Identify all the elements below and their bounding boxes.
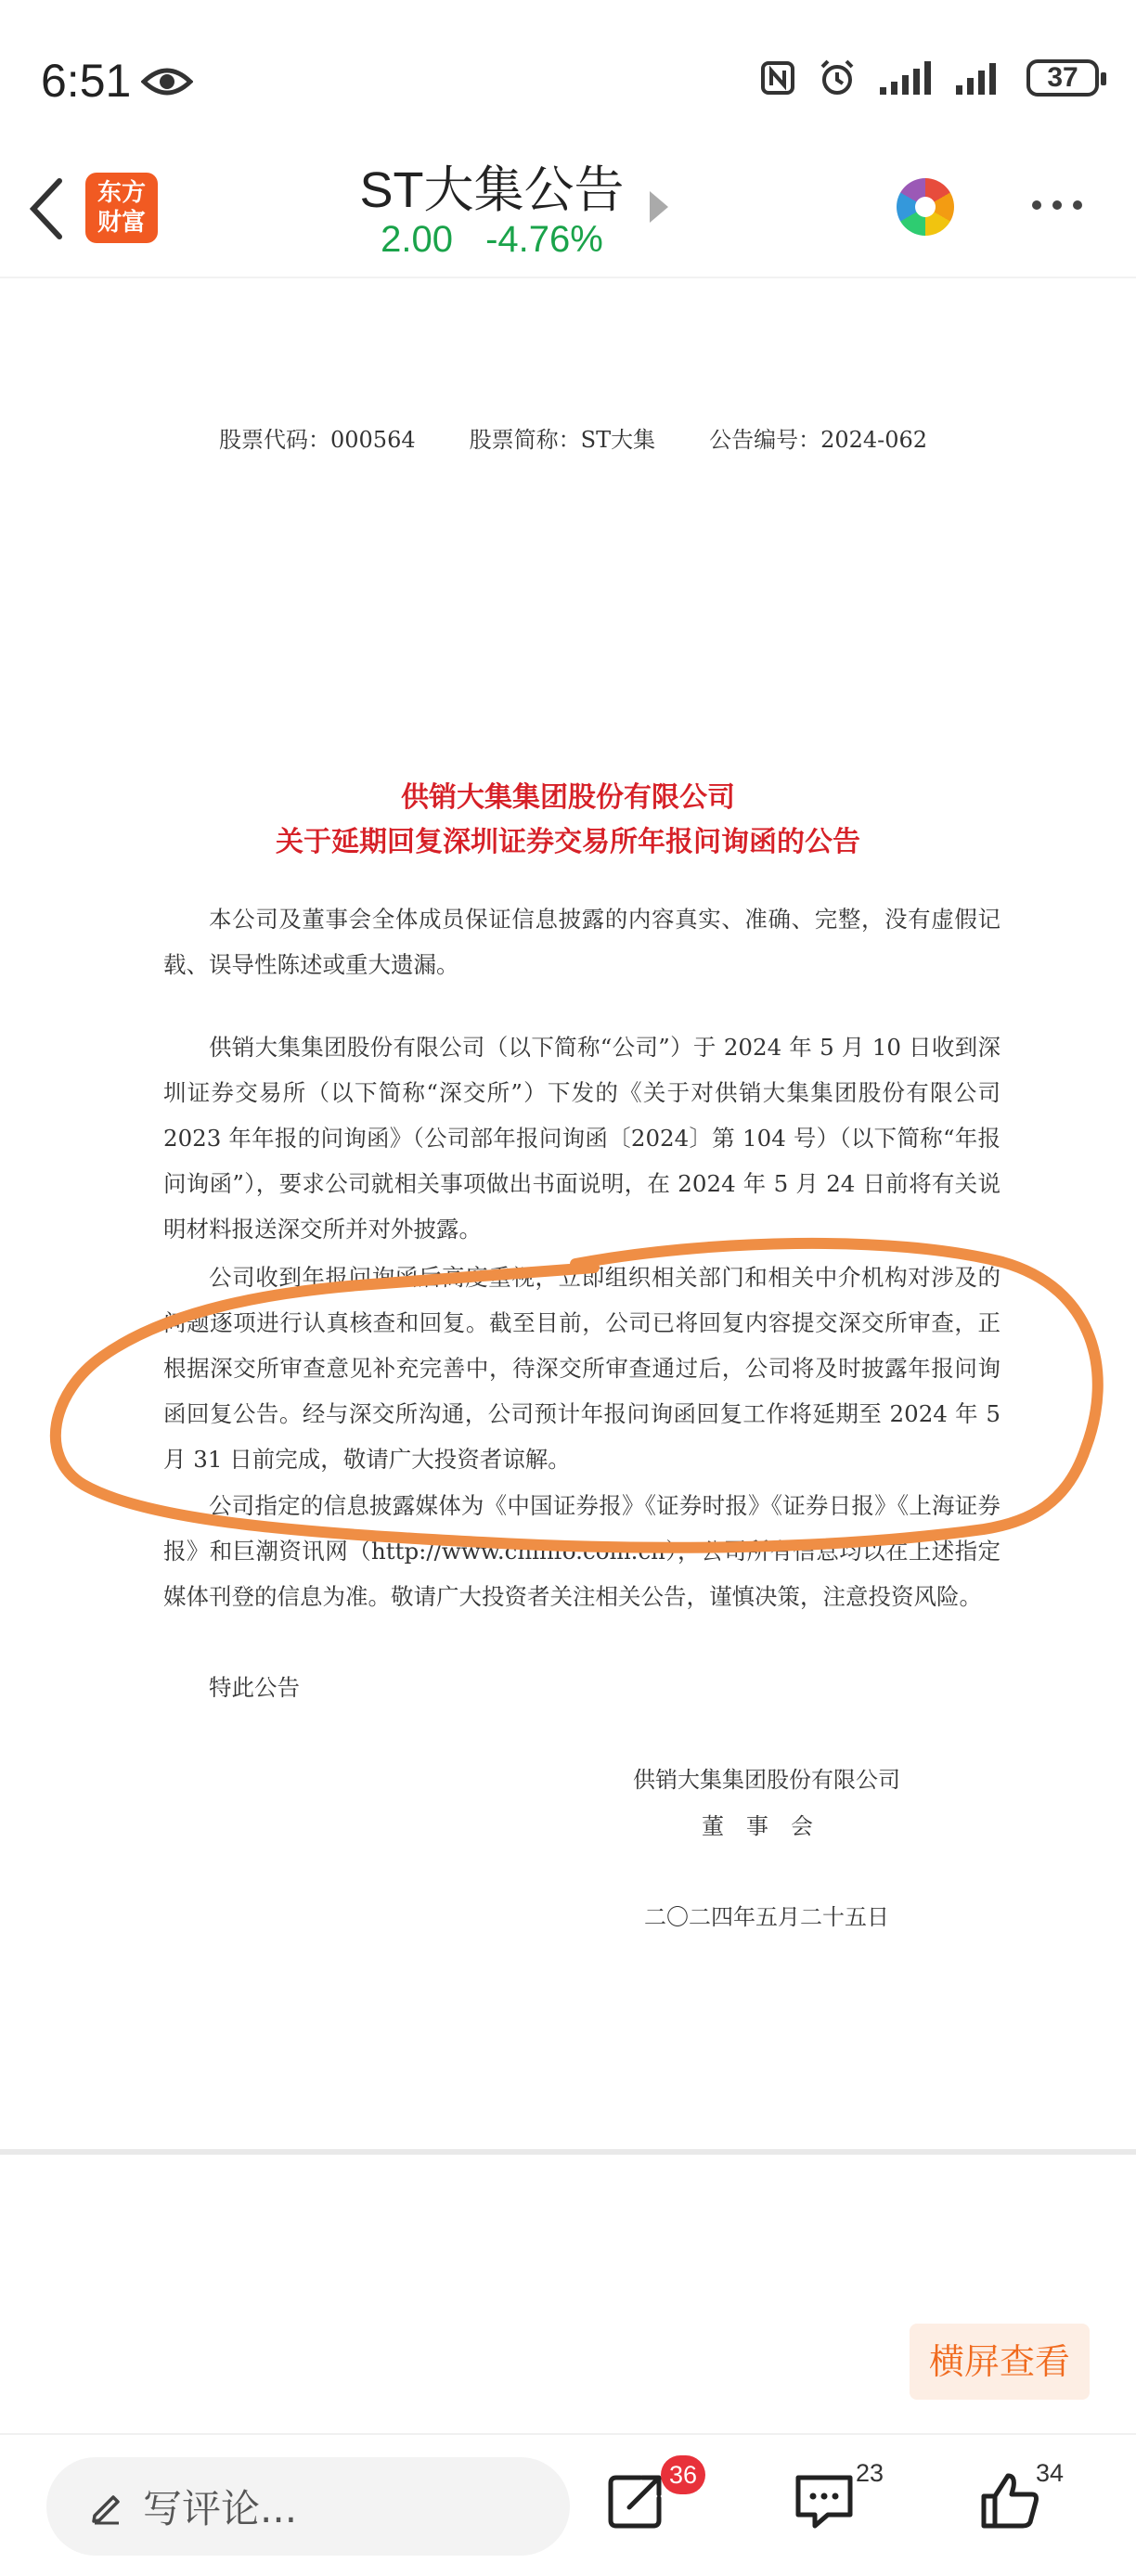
aperture-icon[interactable]	[897, 178, 954, 236]
status-bar	[0, 0, 1136, 167]
status-icons	[759, 58, 1099, 98]
signer-board: 董 事 会	[702, 1813, 813, 1839]
eye-icon	[141, 63, 193, 100]
play-arrow-icon[interactable]	[650, 191, 668, 223]
nfc-icon	[759, 59, 796, 97]
document-date: 二〇二四年五月二十五日	[644, 1904, 889, 1930]
page-title: ST大集公告	[359, 162, 625, 218]
status-time: 6:51	[41, 55, 132, 107]
battery-indicator: 37	[1026, 59, 1099, 97]
comment-placeholder: 写评论...	[143, 2486, 298, 2531]
signal-icon	[878, 59, 934, 97]
share-icon[interactable]	[603, 2468, 668, 2533]
comment-count: 23	[856, 2459, 884, 2487]
stock-price: 2.00	[381, 219, 453, 260]
app-logo[interactable]: 东方 财富	[85, 173, 158, 243]
comment-input[interactable]	[46, 2457, 570, 2556]
share-badge: 36	[661, 2455, 705, 2494]
comment-bubble-icon[interactable]	[791, 2468, 858, 2533]
paragraph-2: 供销大集集团股份有限公司（以下简称“公司”）于 2024 年 5 月 10 日收到深圳证券交易所（以下简称“深交所”）下发的《关于对供销大集集团股份有限公司 2023 年年报的问询函》（公司部年报问询函〔2024〕第 104 号）（以下简称“年报问询函”），要求公司就相关事项做出书面说明，在 2024 年 5 月 24 日前将有关说明材料报送深交所并对外披露。	[163, 1034, 1000, 1243]
like-count: 34	[1036, 2459, 1065, 2487]
notice-number: 公告编号：2024-062	[709, 427, 928, 453]
bottom-bar-divider	[0, 2433, 1136, 2435]
content-divider	[0, 2149, 1136, 2155]
alarm-icon	[817, 58, 858, 98]
paragraph-4: 公司指定的信息披露媒体为《中国证券报》《证券时报》《证券日报》《上海证券报》和巨潮资讯网（http://www.cninfo.com.cn），公司所有信息均以在上述指定媒体刊登的信息为准。敬请广大投资者关注相关公告，谨慎决策，注意投资风险。	[163, 1492, 1000, 1610]
closing-line: 特此公告	[209, 1674, 300, 1701]
stock-code: 股票代码：000564	[219, 427, 416, 453]
signal-icon-2	[954, 59, 1006, 97]
document-meta	[219, 421, 981, 454]
landscape-view-button[interactable]: 横屏查看	[910, 2324, 1090, 2400]
paragraph-3: 公司收到年报问询函后高度重视，立即组织相关部门和相关中介机构对涉及的问题逐项进行认真核查和回复。截至目前，公司已将回复内容提交深交所审查，正根据深交所审查意见补充完善中，待深交所审查通过后，公司将及时披露年报问询函回复公告。经与深交所沟通，公司预计年报问询函回复工作将延期至 2024 年 5 月 31 日前完成，敬请广大投资者谅解。	[163, 1264, 1000, 1473]
stock-change: -4.76%	[485, 219, 603, 260]
stock-quote	[0, 219, 984, 261]
signer-company: 供销大集集团股份有限公司	[633, 1767, 900, 1793]
pencil-icon	[87, 2488, 124, 2525]
thumbs-up-icon[interactable]	[976, 2468, 1043, 2533]
more-menu-icon[interactable]	[1032, 200, 1082, 210]
document-title-line1: 供销大集集团股份有限公司	[401, 781, 735, 814]
stock-name: 股票简称：ST大集	[469, 427, 656, 453]
paragraph-1: 本公司及董事会全体成员保证信息披露的内容真实、准确、完整，没有虚假记载、误导性陈述或重大遗漏。	[163, 906, 1000, 978]
document-title-line2: 关于延期回复深圳证券交易所年报问询函的公告	[276, 826, 860, 858]
